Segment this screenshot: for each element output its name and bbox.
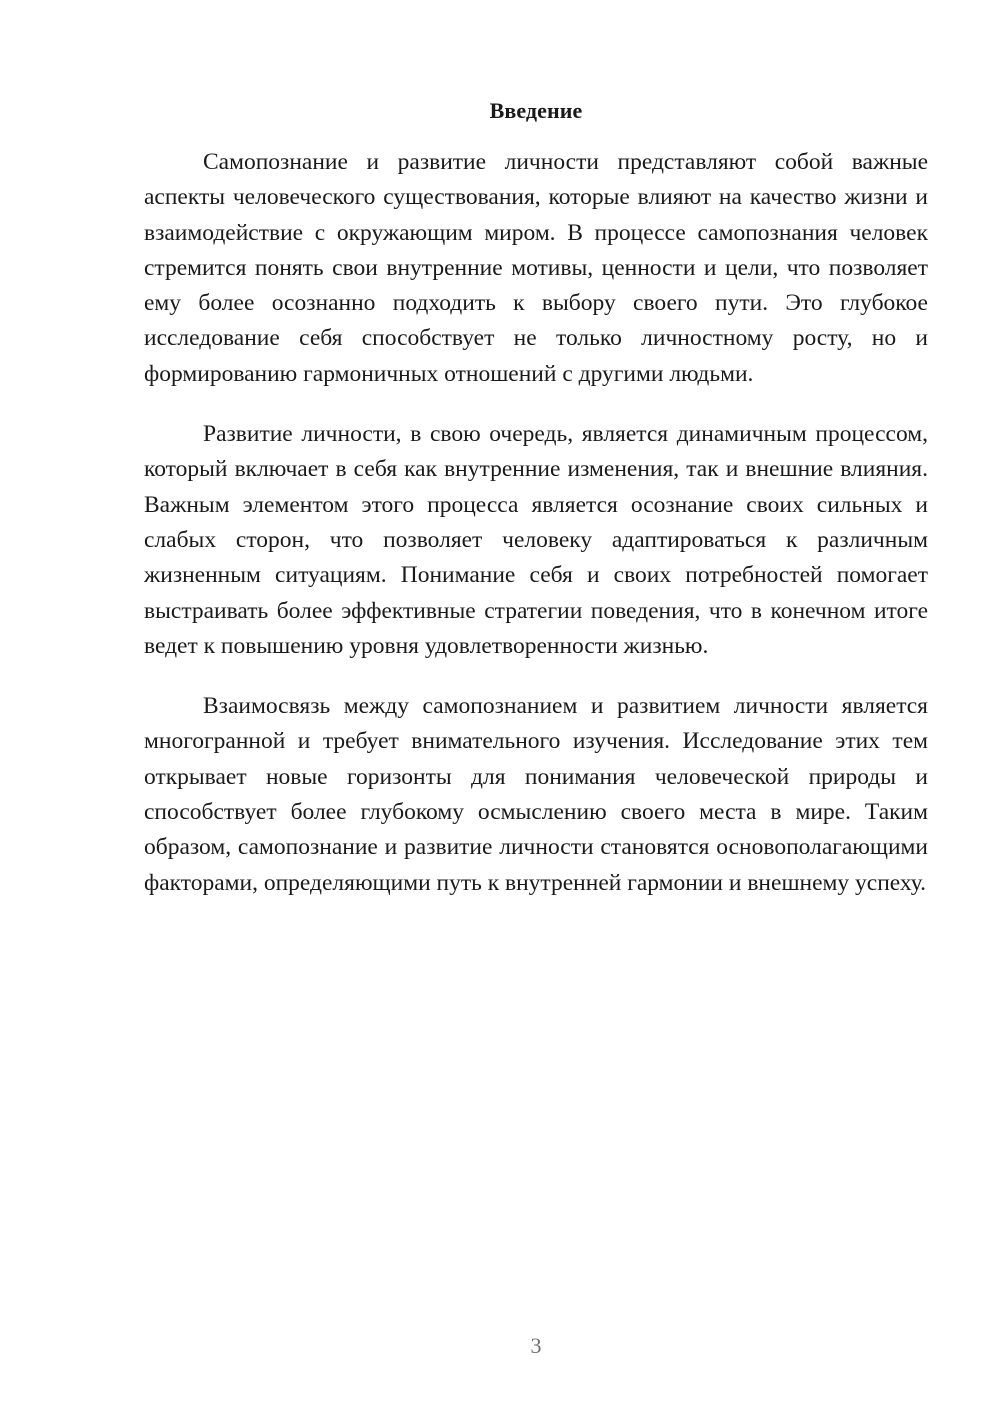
paragraph-2: Развитие личности, в свою очередь, является динамичным процессом, который включает в себя как внутренние изменения, так и внешние влияния. Важным элементом этого процесса является осознание своих сильных и слабых сторон, что позволяет человеку адаптироваться к различным жизненным ситуациям. Понимание себя и своих потребностей помогает выстраивать более эффективные стратегии поведения, что в конечном итоге ведет к повышению уровня удовлетворенности жизнью. [144,421,928,659]
section-heading: Введение [489,98,583,123]
paragraph-3: Взаимосвязь между самопознанием и развитием личности является многогранной и требует внимательного изучения. Исследование этих тем открывает новые горизонты для понимания человеческой природы и способствует более глубокому осмыслению своего места в мире. Таким образом, самопознание и развитие личности становятся основополагающими факторами, определяющими путь к внутренней гармонии и внешнему успеху. [144,693,928,896]
paragraph-1: Самопознание и развитие личности представляют собой важные аспекты человеческого существования, которые влияют на качество жизни и взаимодействие с окружающим миром. В процессе самопознания человек стремится понять свои внутренние мотивы, ценности и цели, что позволяет ему более осознанно подходить к выбору своего пути. Это глубокое исследование себя способствует не только личностному росту, но и формированию гармоничных отношений с другими людьми. [144,149,928,387]
page-content [144,96,928,901]
page-number: 3 [530,1333,542,1358]
